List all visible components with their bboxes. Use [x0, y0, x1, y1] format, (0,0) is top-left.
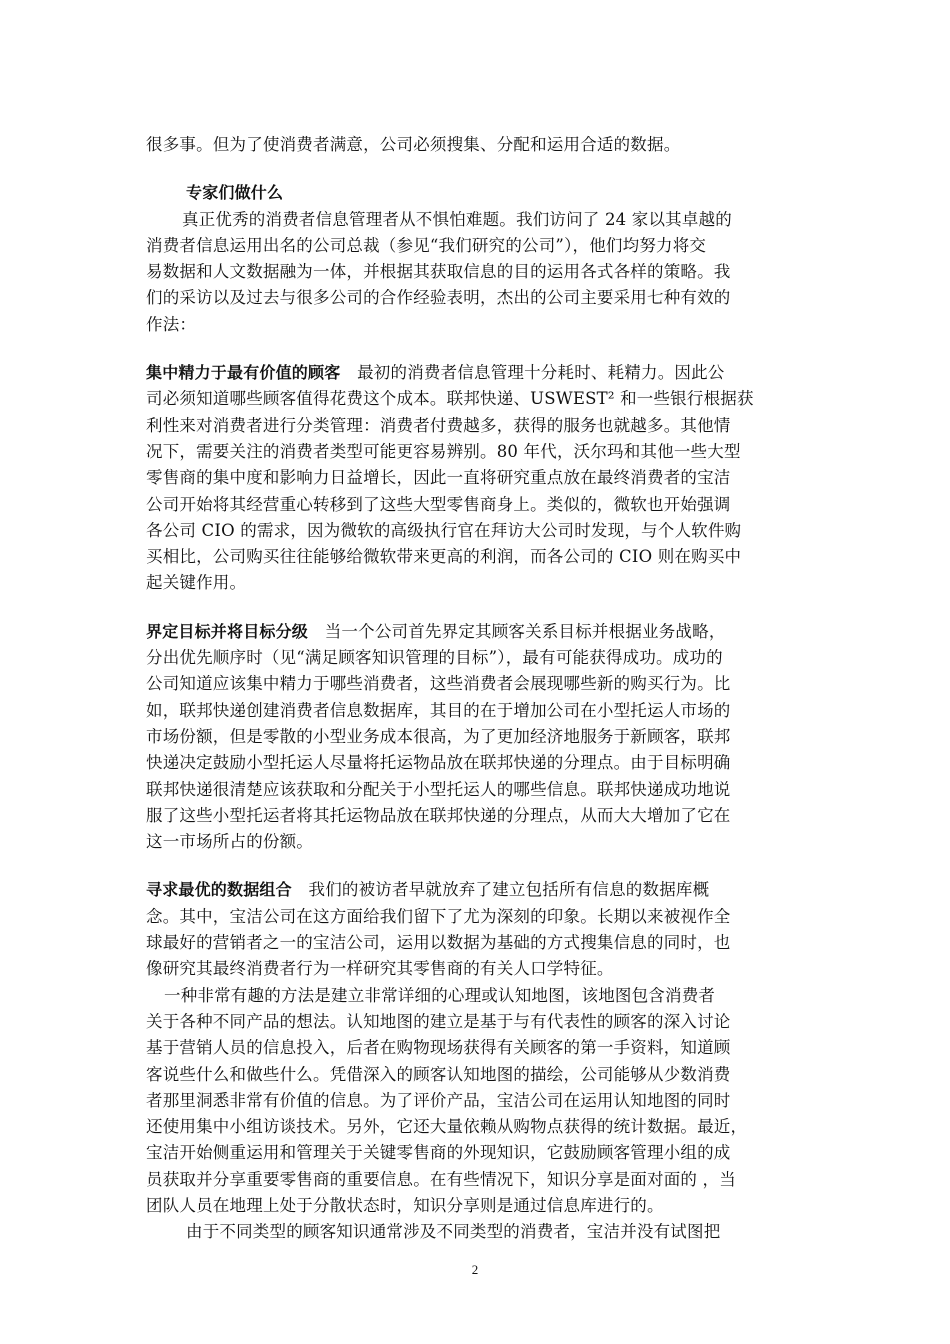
paragraph-line: 念。其中，宝洁公司在这方面给我们留下了尤为深刻的印象。长期以来被视作全: [146, 906, 731, 926]
paragraph-line: 况下，需要关注的消费者类型可能更容易辨别。80 年代，沃尔玛和其他一些大型: [146, 441, 741, 461]
paragraph-lead: 集中精力于最有价值的顾客: [146, 363, 341, 383]
paragraph-line: 客说些什么和做些什么。凭借深入的顾客认知地图的描绘，公司能够从少数消费: [146, 1064, 731, 1084]
paragraph-line: 像研究其最终消费者行为一样研究其零售商的有关人口学特征。: [146, 959, 614, 979]
paragraph-lead: 界定目标并将目标分级: [146, 621, 309, 641]
section-heading: 专家们做什么: [186, 183, 284, 203]
paragraph-line: [146, 360, 808, 386]
paragraph-line: 一种非常有趣的方法是建立非常详细的心理或认知地图，该地图包含消费者: [164, 985, 716, 1005]
paragraph-text: 最初的消费者信息管理十分耗时、耗精力。因此公: [340, 363, 725, 383]
paragraph-line: [146, 877, 808, 903]
paragraph-line: 快递决定鼓励小型托运人尽量将托运物品放在联邦快递的分理点。由于目标明确: [146, 753, 731, 773]
paragraph-line: 这一市场所占的份额。: [146, 832, 313, 852]
paragraph-line: 球最好的营销者之一的宝洁公司，运用以数据为基础的方式搜集信息的同时，也: [146, 933, 731, 953]
cognitive-map-paragraph: [146, 983, 808, 1220]
paragraph-line: 如，联邦快递创建消费者信息数据库，其目的在于增加公司在小型托运人市场的: [146, 700, 731, 720]
paragraph-line: 们的采访以及过去与很多公司的合作经验表明，杰出的公司主要采用七种有效的: [146, 288, 731, 308]
paragraph-line: 各公司 CIO 的需求，因为微软的高级执行官在拜访大公司时发现，与个人软件购: [146, 520, 742, 540]
paragraph-line: 分出优先顺序时（见“满足顾客知识管理的目标”），最有可能获得成功。成功的: [146, 648, 723, 668]
paragraph-line: 真正优秀的消费者信息管理者从不惧怕难题。我们访问了 24 家以其卓越的: [182, 209, 732, 229]
intro-line: 很多事。但为了使消费者满意，公司必须搜集、分配和运用合适的数据。: [146, 135, 681, 154]
paragraph-lead: 寻求最优的数据组合: [146, 880, 292, 900]
practice-paragraph-2: [146, 619, 808, 856]
paragraph-line: 易数据和人文数据融为一体，并根据其获取信息的目的运用各式各样的策略。我: [146, 262, 731, 282]
paragraph-line: 员获取并分享重要零售商的重要信息。在有些情况下，知识分享是面对面的 ，当: [146, 1169, 736, 1189]
paragraph-line: 基于营销人员的信息投入，后者在购物现场获得有关顾客的第一手资料，知道顾: [146, 1038, 731, 1058]
paragraph-text: 当一个公司首先界定其顾客关系目标并根据业务战略，: [308, 621, 726, 641]
paragraph-line: 宝洁开始侧重运用和管理关于关键零售商的外现知识，它鼓励顾客管理小组的成: [146, 1143, 731, 1163]
paragraph-line: 服了这些小型托运者将其托运物品放在联邦快递的分理点，从而大大增加了它在: [146, 805, 731, 825]
paragraph-line: 联邦快递很清楚应该获取和分配关于小型托运人的哪些信息。联邦快递成功地说: [146, 779, 731, 799]
paragraph-line: 公司知道应该集中精力于哪些消费者，这些消费者会展现哪些新的购买行为。比: [146, 674, 731, 694]
closing-line: 由于不同类型的顾客知识通常涉及不同类型的消费者，宝洁并没有试图把: [186, 1222, 721, 1242]
paragraph-line: 利性来对消费者进行分类管理：消费者付费越多，获得的服务也就越多。其他情: [146, 415, 731, 435]
paragraph-line: 还使用集中小组访谈技术。另外，它还大量依赖从购物点获得的统计数据。最近，: [146, 1117, 748, 1137]
paragraph-line: 消费者信息运用出名的公司总裁（参见“我们研究的公司”），他们均努力将交: [146, 235, 707, 255]
paragraph-line: 关于各种不同产品的想法。认知地图的建立是基于与有代表性的顾客的深入讨论: [146, 1011, 731, 1031]
practice-paragraph-3: [146, 877, 808, 982]
paragraph-line: 团队人员在地理上处于分散状态时，知识分享则是通过信息库进行的。: [146, 1195, 664, 1215]
paragraph-line: 司必须知道哪些顾客值得花费这个成本。联邦快递、USWEST² 和一些银行根据获: [146, 389, 754, 409]
paragraph-line: 市场份额，但是零散的小型业务成本很高，为了更加经济地服务于新顾客，联邦: [146, 726, 731, 746]
paragraph-line: 零售商的集中度和影响力日益增长，因此一直将研究重点放在最终消费者的宝洁: [146, 468, 731, 488]
paragraph-line: 买相比，公司购买往往能够给微软带来更高的利润，而各公司的 CIO 则在购买中: [146, 547, 742, 567]
paragraph-line: 作法：: [146, 314, 197, 334]
paragraph-line: 公司开始将其经营重心转移到了这些大型零售商身上。类似的，微软也开始强调: [146, 494, 731, 514]
paragraph-text: 我们的被访者早就放弃了建立包括所有信息的数据库概: [291, 880, 710, 900]
page-number: 2: [471, 1262, 479, 1277]
intro-paragraph: [146, 207, 808, 338]
document-page: [146, 132, 808, 1246]
paragraph-line: 起关键作用。: [146, 573, 247, 593]
paragraph-line: [146, 619, 808, 645]
practice-paragraph-1: [146, 360, 808, 597]
paragraph-line: 者那里洞悉非常有价值的信息。为了评价产品，宝洁公司在运用认知地图的同时: [146, 1090, 731, 1110]
